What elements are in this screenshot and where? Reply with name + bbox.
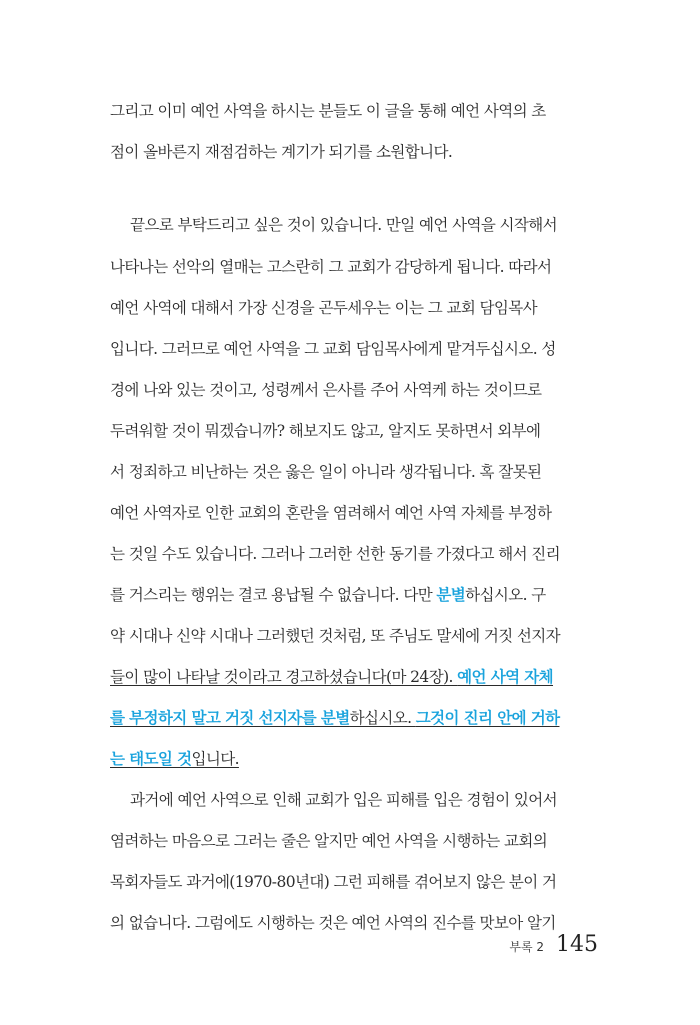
section-label: 부록 2 — [509, 940, 544, 954]
text-line — [110, 585, 590, 605]
text-line: 서 정죄하고 비난하는 것은 옳은 일이 아니라 생각됩니다. 혹 잘못된 — [110, 463, 542, 481]
text-line — [110, 667, 590, 687]
text-line: 약 시대나 신약 시대나 그러했던 것처럼, 또 주님도 말세에 거짓 선지자 — [110, 627, 561, 645]
page-number: 145 — [556, 932, 598, 957]
underlined-text: 입니다. — [191, 750, 239, 768]
text-line: 나타나는 선악의 열매는 고스란히 그 교회가 감당하게 됩니다. 따라서 — [110, 258, 552, 276]
highlight-phrase: 예언 사역 자체 — [457, 667, 554, 686]
text-span: 하십시오. 구 — [465, 586, 546, 604]
text-line: 그리고 이미 예언 사역을 하시는 분들도 이 글을 통해 예언 사역의 초 — [110, 102, 546, 120]
text-span: 를 거스리는 행위는 결코 용납될 수 없습니다. 다만 — [110, 586, 437, 604]
text-line: 경에 나와 있는 것이고, 성령께서 은사를 주어 사역케 하는 것이므로 — [110, 381, 542, 399]
highlight-phrase: 는 태도일 것 — [110, 749, 192, 768]
text-line: 입니다. 그러므로 예언 사역을 그 교회 담임목사에게 맡겨두십시오. 성 — [110, 340, 556, 358]
highlight-phrase: 그것이 진리 안에 거하 — [415, 708, 560, 727]
text-line — [110, 749, 590, 769]
text-line: 과거에 예언 사역으로 인해 교회가 입은 피해를 입은 경험이 있어서 — [130, 791, 558, 809]
page-footer — [509, 932, 598, 957]
highlight-term: 분별 — [436, 585, 466, 604]
text-line: 두려워할 것이 뭐겠습니까? 해보지도 않고, 알지도 못하면서 외부에 — [110, 422, 541, 440]
text-line: 예언 사역에 대해서 가장 신경을 곤두세우는 이는 그 교회 담임목사 — [110, 299, 538, 317]
text-line: 염려하는 마음으로 그러는 줄은 알지만 예언 사역을 시행하는 교회의 — [110, 832, 548, 850]
underlined-text: 하십시오. — [349, 709, 416, 727]
text-line: 목회자들도 과거에(1970-80년대) 그런 피해를 겪어보지 않은 분이 거 — [110, 873, 557, 891]
highlight-phrase: 를 부정하지 말고 거짓 선지자를 분별 — [110, 708, 350, 727]
text-line: 의 없습니다. 그럼에도 시행하는 것은 예언 사역의 진수를 맛보아 알기 — [110, 914, 556, 932]
text-line — [110, 708, 590, 728]
underlined-text: 들이 많이 나타날 것이라고 경고하셨습니다(마 24장). — [110, 668, 458, 686]
text-line: 점이 올바른지 재점검하는 계기가 되기를 소원합니다. — [110, 143, 453, 161]
text-line: 끝으로 부탁드리고 싶은 것이 있습니다. 만일 예언 사역을 시작해서 — [130, 216, 558, 234]
text-line: 는 것일 수도 있습니다. 그러나 그러한 선한 동기를 가졌다고 해서 진리 — [110, 545, 561, 563]
text-line: 예언 사역자로 인한 교회의 혼란을 염려해서 예언 사역 자체를 부정하 — [110, 504, 552, 522]
